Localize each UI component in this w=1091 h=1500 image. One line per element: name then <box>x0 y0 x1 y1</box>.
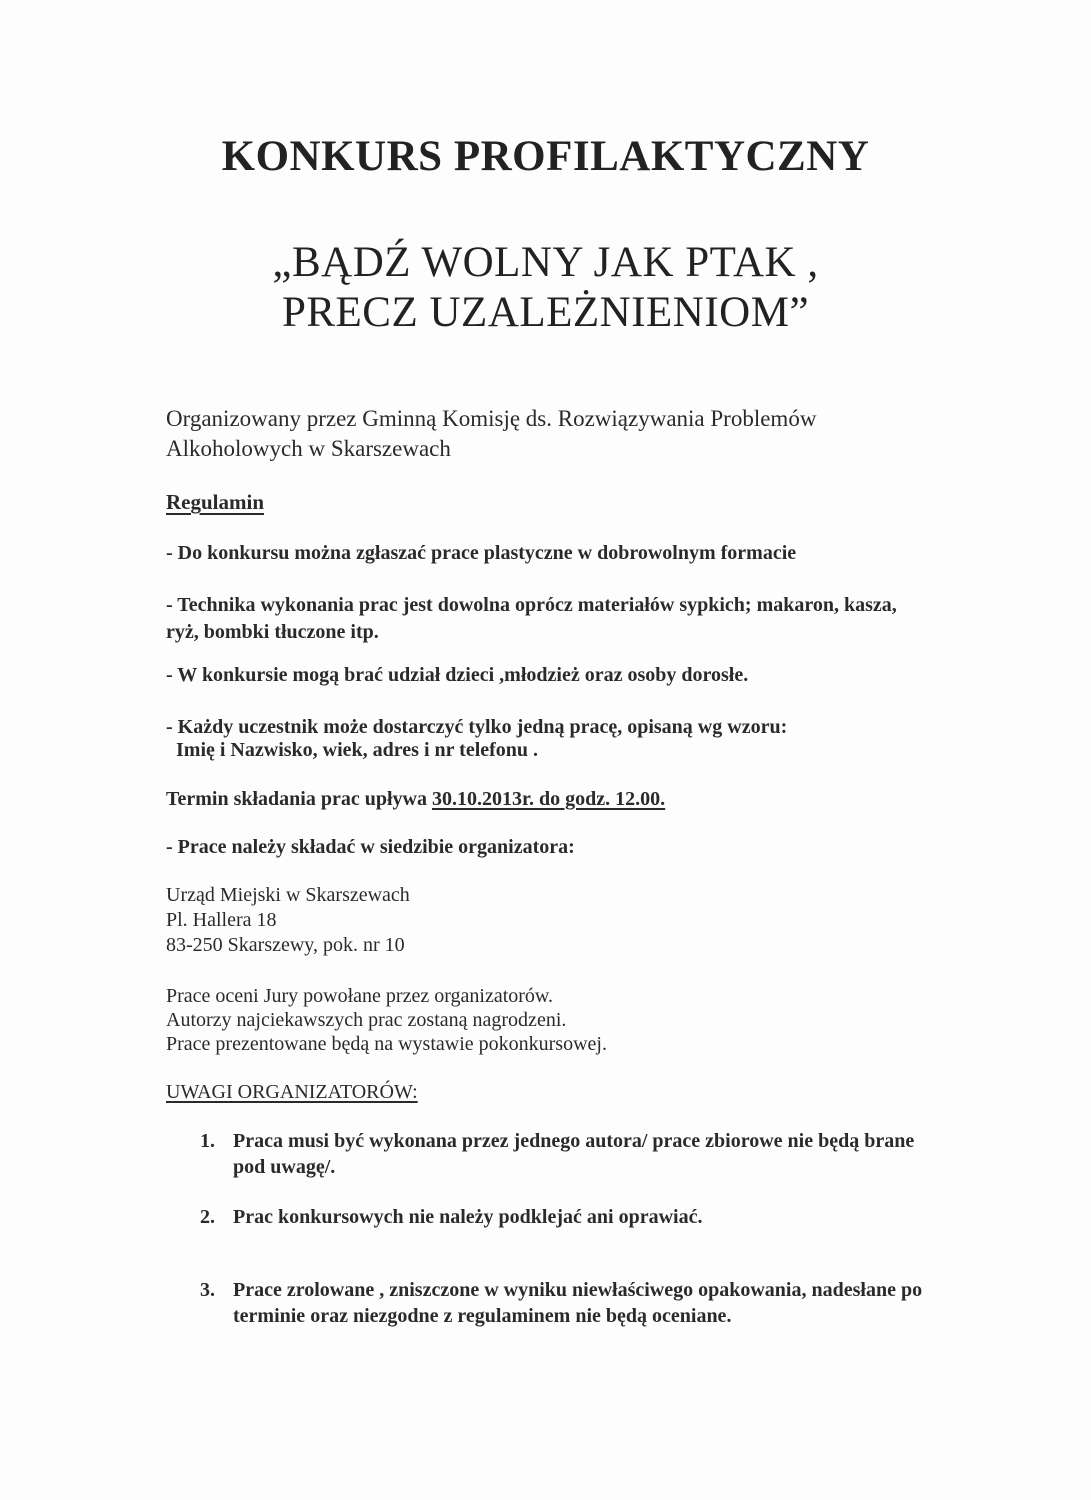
address-line-2: Pl. Hallera 18 <box>166 909 277 931</box>
subtitle-line-2: PRECZ UZALEŻNIENIOM” <box>281 289 810 336</box>
jury-line-2: Autorzy najciekawszych prac zostaną nagrodzeni. <box>166 1009 567 1031</box>
submission-note: - Prace należy składać w siedzibie organizatora: <box>166 836 575 858</box>
note-1-number: 1. <box>200 1130 215 1152</box>
note-3-number: 3. <box>200 1279 215 1301</box>
deadline <box>166 786 665 812</box>
document-title: KONKURS PROFILAKTYCZNY <box>221 133 870 180</box>
subtitle-line-1: „BĄDŹ WOLNY JAK PTAK , <box>272 239 819 286</box>
rule-3: - W konkursie mogą brać udział dzieci ,młodzież oraz osoby dorosłe. <box>166 664 749 686</box>
jury-line-1: Prace oceni Jury powołane przez organizatorów. <box>166 985 554 1007</box>
deadline-prefix: Termin składania prac upływa <box>166 788 432 810</box>
jury-line-3: Prace prezentowane będą na wystawie pokonkursowej. <box>166 1033 607 1055</box>
rule-4-line-1: - Każdy uczestnik może dostarczyć tylko jedną pracę, opisaną wg wzoru: <box>166 716 788 738</box>
address-line-3: 83-250 Skarszewy, pok. nr 10 <box>166 934 405 956</box>
rule-4-line-2: Imię i Nazwisko, wiek, adres i nr telefonu . <box>166 739 539 761</box>
rule-1: - Do konkursu można zgłaszać prace plastyczne w dobrowolnym formacie <box>166 542 797 564</box>
note-3 <box>200 1277 922 1329</box>
note-2-line-1: Prac konkursowych nie należy podklejać ani oprawiać. <box>233 1206 703 1228</box>
note-1-line-1: Praca musi być wykonana przez jednego autora/ prace zbiorowe nie będą brane <box>233 1130 915 1152</box>
note-3-line-1: Prace zrolowane , zniszczone w wyniku niewłaściwego opakowania, nadesłane po <box>233 1279 923 1301</box>
note-1-line-2: pod uwagę/. <box>233 1156 336 1178</box>
address-line-1: Urząd Miejski w Skarszewach <box>166 884 410 906</box>
regulamin-heading: Regulamin <box>166 490 265 514</box>
note-2-number: 2. <box>200 1206 215 1228</box>
deadline-date: 30.10.2013r. do godz. 12.00. <box>432 788 666 810</box>
note-1 <box>200 1128 914 1180</box>
notes-heading: UWAGI ORGANIZATORÓW: <box>166 1081 418 1103</box>
intro-line-2: Alkoholowych w Skarszewach <box>166 436 451 461</box>
rule-2-line-1: - Technika wykonania prac jest dowolna oprócz materiałów sypkich; makaron, kasza, <box>166 594 897 616</box>
rule-2-line-2: ryż, bombki tłuczone itp. <box>166 621 379 643</box>
note-2 <box>200 1204 702 1230</box>
intro-line-1: Organizowany przez Gminną Komisję ds. Rozwiązywania Problemów <box>166 406 817 431</box>
note-3-line-2: terminie oraz niezgodne z regulaminem nie będą oceniane. <box>233 1305 732 1327</box>
